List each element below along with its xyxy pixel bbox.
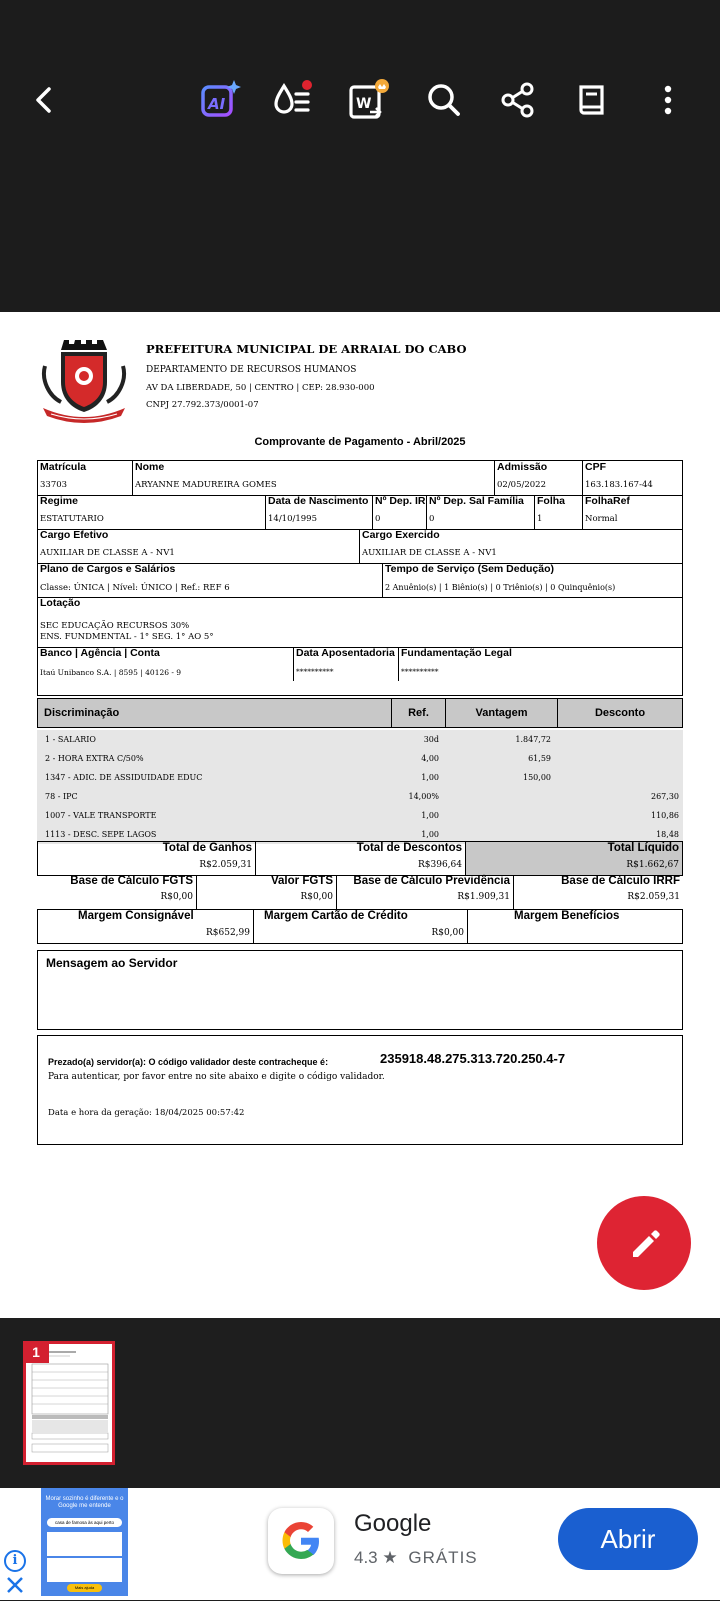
google-app-icon[interactable]	[268, 1508, 334, 1574]
totals-box	[37, 841, 683, 876]
dep-sal-cell	[427, 495, 535, 529]
admissao-cell	[495, 461, 583, 495]
base-irrf-label: Base de Cálculo IRRF	[561, 875, 680, 887]
margem-consignavel-label: Margem Consignável	[78, 910, 194, 922]
valor-fgts-cell	[197, 875, 337, 909]
cnpj-line: CNPJ 27.792.373/0001-07	[146, 400, 259, 410]
ad-app-name: Google	[354, 1510, 432, 1537]
folharef-value: Normal	[585, 514, 618, 524]
generation-label: Data e hora da geração:	[48, 1108, 152, 1118]
dep-ir-label: Nº Dep. IR	[375, 495, 426, 507]
total-ganhos-cell	[38, 842, 256, 875]
base-previdencia-cell	[337, 875, 514, 909]
nascimento-cell	[266, 495, 373, 529]
nome-cell	[133, 461, 495, 495]
department-line: DEPARTAMENTO DE RECURSOS HUMANOS	[146, 365, 357, 375]
margens-box	[37, 909, 683, 944]
book-icon[interactable]	[568, 76, 616, 124]
share-icon[interactable]	[494, 76, 542, 124]
top-toolbar	[0, 0, 720, 312]
fundamentacao-label: Fundamentação Legal	[401, 647, 512, 659]
tempo-label: Tempo de Serviço (Sem Dedução)	[385, 563, 555, 575]
earnings-table-header	[37, 698, 683, 728]
dep-ir-value: 0	[375, 514, 381, 524]
cargo-efetivo-cell	[38, 529, 360, 563]
table-row	[37, 749, 683, 768]
ad-price: GRÁTIS	[408, 1548, 478, 1567]
validator-code: 235918.48.275.313.720.250.4-7	[380, 1051, 566, 1066]
folha-label: Folha	[537, 495, 565, 507]
base-previdencia-value: R$1.909,31	[457, 892, 510, 902]
row-disc: 1 - SALARIO	[45, 735, 96, 744]
row-vantagem: 61,59	[528, 754, 551, 763]
more-icon[interactable]	[644, 76, 692, 124]
folharef-cell	[583, 495, 682, 529]
valor-fgts-label: Valor FGTS	[271, 875, 333, 887]
ad-rating: 4.3	[354, 1548, 378, 1567]
row-ref: 1,00	[421, 811, 439, 820]
plano-value: Classe: ÚNICA | Nível: ÚNICO | Ref.: REF 6	[40, 583, 230, 593]
cargo-exercido-value: AUXILIAR DE CLASSE A - NV1	[362, 548, 497, 558]
base-fgts-value: R$0,00	[160, 892, 193, 902]
aposentadoria-cell	[294, 647, 399, 681]
margem-beneficios-cell	[468, 910, 682, 943]
total-liquido-cell	[466, 842, 682, 875]
nome-label: Nome	[135, 461, 165, 473]
ai-icon[interactable]	[196, 76, 244, 124]
total-ganhos-value: R$2.059,31	[199, 860, 252, 870]
address-line: AV DA LIBERDADE, 50 | CENTRO | CEP: 28.930-000	[146, 383, 375, 393]
base-irrf-cell	[514, 875, 683, 909]
document-page[interactable]	[0, 312, 720, 1318]
base-irrf-value: R$2.059,31	[627, 892, 680, 902]
row-vantagem: 1.847,72	[515, 735, 551, 744]
row-disc: 2 - HORA EXTRA C/50%	[45, 754, 144, 763]
dep-ir-cell	[373, 495, 427, 529]
message-box	[37, 950, 683, 1030]
margem-cartao-cell	[254, 910, 468, 943]
bases-row	[37, 875, 683, 909]
ad-rating-line	[354, 1548, 478, 1568]
margem-cartao-label: Margem Cartão de Crédito	[264, 910, 408, 922]
lotacao-cell	[38, 597, 682, 647]
col-vantagem: Vantagem	[446, 699, 558, 727]
ad-image[interactable]	[41, 1488, 128, 1596]
total-descontos-cell	[256, 842, 466, 875]
message-label: Mensagem ao Servidor	[46, 956, 178, 970]
generation-datetime: 18/04/2025 00:57:42	[154, 1108, 245, 1118]
cpf-label: CPF	[585, 461, 606, 473]
dep-sal-value: 0	[429, 514, 435, 524]
table-row	[37, 730, 683, 749]
employee-info-grid	[37, 460, 683, 696]
table-row	[37, 787, 683, 806]
ad-banner-title: Morar sozinho é diferente e o Google me entende	[45, 1496, 124, 1509]
validator-box	[37, 1035, 683, 1145]
page-thumbnail[interactable]	[23, 1341, 115, 1465]
fundamentacao-cell	[399, 647, 682, 681]
lotacao-value-1: SEC EDUCAÇÃO RECURSOS 30%	[40, 621, 190, 631]
fundamentacao-value: **********	[401, 667, 439, 676]
matricula-value: 33703	[40, 480, 68, 490]
dep-sal-label: Nº Dep. Sal Família	[429, 495, 524, 507]
folha-value: 1	[537, 514, 543, 524]
plano-cell	[38, 563, 383, 597]
cargo-exercido-label: Cargo Exercido	[362, 529, 440, 541]
svg-text:AI: AI	[208, 95, 226, 113]
pencil-icon	[624, 1223, 664, 1263]
aposentadoria-label: Data Aposentadoria	[296, 647, 395, 659]
prefeitura-title: PREFEITURA MUNICIPAL DE ARRAIAL DO CABO	[146, 342, 467, 356]
ad-banner[interactable]	[0, 1488, 720, 1600]
margem-consignavel-cell	[38, 910, 254, 943]
svg-text:W: W	[356, 96, 372, 112]
ad-open-button[interactable]: Abrir	[558, 1508, 698, 1570]
admissao-value: 02/05/2022	[497, 480, 546, 490]
validator-auth-text: Para autenticar, por favor entre no site abaixo e digite o código validador.	[48, 1072, 385, 1082]
row-desconto: 18,48	[656, 830, 679, 839]
cargo-efetivo-label: Cargo Efetivo	[40, 529, 109, 541]
search-icon[interactable]	[420, 76, 468, 124]
row-desconto: 267,30	[651, 792, 679, 801]
edit-button[interactable]	[597, 1196, 691, 1290]
col-discriminacao: Discriminação	[38, 699, 392, 727]
ad-banner-search: casa de famosa às aqui perto	[47, 1518, 122, 1527]
document-title: Comprovante de Pagamento - Abril/2025	[254, 436, 466, 448]
folharef-label: FolhaRef	[585, 495, 630, 507]
base-fgts-label: Base de Cálculo FGTS	[70, 875, 193, 887]
row-ref: 1,00	[421, 773, 439, 782]
banco-label: Banco | Agência | Conta	[40, 647, 160, 659]
regime-label: Regime	[40, 495, 78, 507]
total-liquido-value: R$1.662,67	[626, 860, 679, 870]
lotacao-label: Lotação	[40, 597, 81, 609]
lotacao-value-2: ENS. FUNDMENTAL - 1° SEG. 1° AO 5°	[40, 632, 214, 642]
back-arrow-icon[interactable]	[20, 76, 68, 124]
ad-close-icon[interactable]	[4, 1574, 26, 1596]
folha-cell	[535, 495, 583, 529]
valor-fgts-value: R$0,00	[300, 892, 333, 902]
margem-cartao-value: R$0,00	[431, 928, 464, 938]
word-convert-icon[interactable]	[344, 76, 392, 124]
base-previdencia-label: Base de Cálculo Previdência	[353, 875, 510, 887]
validator-intro: Prezado(a) servidor(a): O código validador deste contracheque é:	[48, 1057, 329, 1067]
banco-cell	[38, 647, 294, 681]
ad-banner-cta: Mais ajuda	[67, 1584, 102, 1592]
row-disc: 1347 - ADIC. DE ASSIDUIDADE EDUC	[45, 773, 203, 782]
col-ref: Ref.	[392, 699, 446, 727]
tempo-value: 2 Anuênio(s) | 1 Biênio(s) | 0 Triênio(s) | 0 Quinquênio(s)	[385, 583, 616, 592]
row-disc: 1113 - DESC. SEPE LAGOS	[45, 830, 157, 839]
cargo-exercido-cell	[360, 529, 682, 563]
city-crest-logo	[39, 336, 129, 424]
page-thumbnails	[0, 1318, 720, 1488]
row-disc: 1007 - VALE TRANSPORTE	[45, 811, 157, 820]
table-row	[37, 768, 683, 787]
col-desconto: Desconto	[594, 707, 646, 719]
cargo-efetivo-value: AUXILIAR DE CLASSE A - NV1	[40, 548, 175, 558]
matricula-label: Matrícula	[40, 461, 87, 473]
row-ref: 30d	[423, 735, 439, 744]
aposentadoria-value: **********	[296, 667, 334, 676]
margem-beneficios-label: Margem Benefícios	[514, 910, 620, 922]
star-icon: ★	[382, 1548, 403, 1567]
banco-value: Itaú Unibanco S.A. | 8595 | 40126 - 9	[40, 668, 182, 677]
row-disc: 78 - IPC	[45, 792, 78, 801]
row-vantagem: 150,00	[523, 773, 551, 782]
plano-label: Plano de Cargos e Salários	[40, 563, 176, 575]
row-ref: 14,00%	[408, 792, 439, 801]
generation-line	[48, 1108, 244, 1118]
table-row	[37, 806, 683, 825]
row-desconto: 110,86	[651, 811, 679, 820]
total-ganhos-label: Total de Ganhos	[162, 842, 252, 854]
total-liquido-label: Total Líquido	[607, 842, 679, 854]
admissao-label: Admissão	[497, 461, 548, 473]
nome-value: ARYANNE MADUREIRA GOMES	[135, 480, 277, 490]
cpf-value: 163.183.167-44	[585, 480, 653, 490]
color-filter-icon[interactable]	[268, 76, 316, 124]
tempo-cell	[383, 563, 682, 597]
total-descontos-value: R$396,64	[418, 860, 462, 870]
matricula-cell	[38, 461, 133, 495]
cpf-cell	[583, 461, 682, 495]
margem-consignavel-value: R$652,99	[206, 928, 250, 938]
page-number-badge: 1	[23, 1341, 49, 1363]
regime-cell	[38, 495, 266, 529]
nascimento-value: 14/10/1995	[268, 514, 317, 524]
total-descontos-label: Total de Descontos	[356, 842, 462, 854]
base-fgts-cell	[37, 875, 197, 909]
row-ref: 1,00	[421, 830, 439, 839]
row-ref: 4,00	[421, 754, 439, 763]
nascimento-label: Data de Nascimento	[268, 495, 369, 507]
regime-value: ESTATUTARIO	[40, 514, 104, 524]
ad-info-icon[interactable]: i	[4, 1550, 26, 1572]
